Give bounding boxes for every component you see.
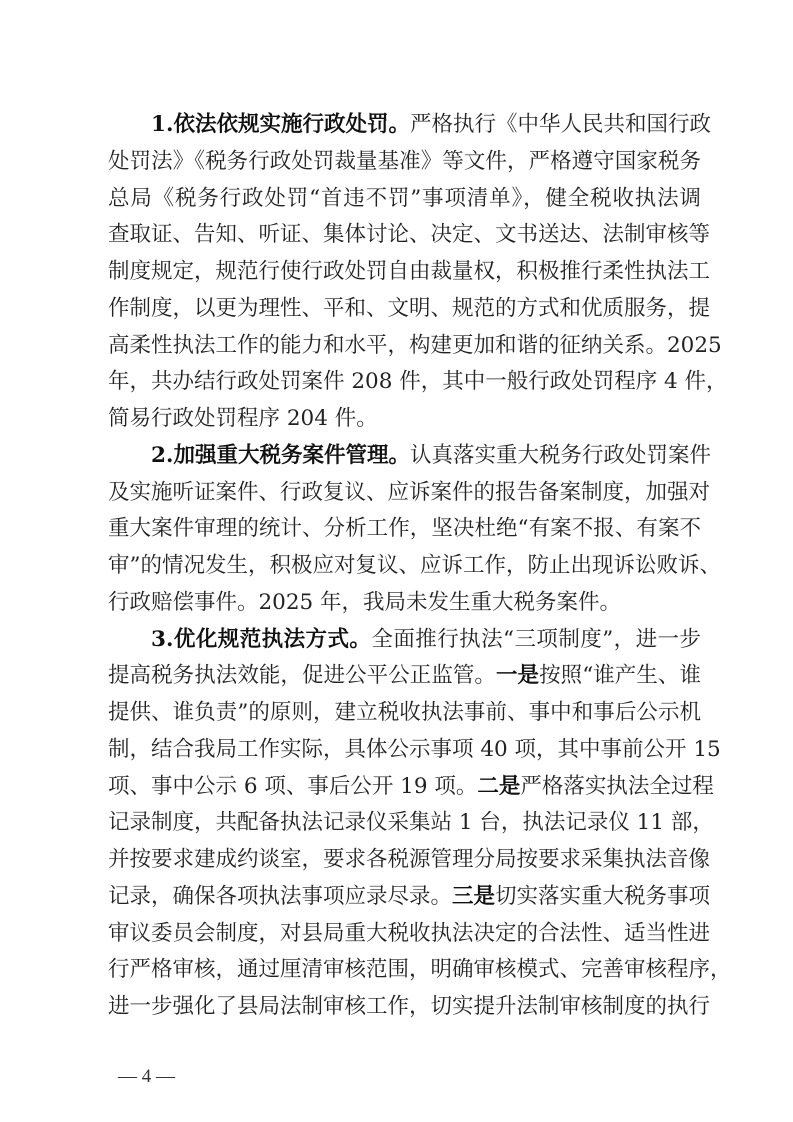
- text-line: [108, 989, 711, 1026]
- bold-heading-text: 2.加强重大税务案件管理。: [151, 442, 410, 468]
- bold-heading-text: 3.优化规范执法方式。: [151, 626, 372, 652]
- paragraph: [108, 622, 732, 1026]
- text-line: [108, 475, 711, 512]
- body-text: 全面推行执法“三项制度”，进一步: [371, 626, 701, 652]
- text-line: [108, 842, 711, 879]
- bold-heading-text: 1.依法依规实施行政处罚。: [151, 112, 410, 137]
- body-text: 处罚法》《税务行政处罚裁量基准》等文件，严格遵守国家税务: [108, 148, 701, 174]
- text-line: [108, 585, 701, 622]
- body-text: 审议委员会制度，对县局重大税收执法决定的合法性、适当性进: [108, 920, 711, 946]
- body-text: 作制度，以更为理性、平和、文明、规范的方式和优质服务，提: [108, 295, 711, 321]
- bold-heading-text: 一是: [495, 663, 540, 689]
- body-text: 按照“谁产生、谁: [539, 663, 701, 689]
- text-line: [108, 328, 722, 365]
- body-text: 查取证、告知、听证、集体讨论、决定、文书送达、法制审核等: [108, 222, 711, 248]
- body-text: 重大案件审理的统计、分析工作，坚决杜绝“有案不报、有案不: [108, 516, 701, 542]
- text-line: [108, 144, 701, 181]
- paragraph: [108, 438, 721, 622]
- bold-heading-text: 二是: [477, 773, 521, 799]
- text-line: [108, 217, 711, 254]
- body-text: 简易行政处罚程序 204 件。: [108, 406, 378, 431]
- text-line: [108, 952, 732, 989]
- text-line: [108, 438, 711, 475]
- text-line: [108, 622, 701, 659]
- text-line: [108, 291, 711, 328]
- text-line: [108, 364, 728, 401]
- body-text: 提高税务执法效能，促进公平公正监管。: [108, 663, 496, 689]
- body-text: 及实施听证案件、行政复议、应诉案件的报告备案制度，加强对: [108, 479, 711, 505]
- text-line: [108, 401, 701, 438]
- text-line: [108, 181, 701, 218]
- body-text: 行政赔偿事件。2025 年，我局未发生重大税务案件。: [108, 589, 622, 615]
- body-text: 总局《税务行政处罚“首违不罚”事项清单》，健全税收执法调: [108, 185, 701, 211]
- text-line: [108, 805, 714, 842]
- body-text: 认真落实重大税务行政处罚案件: [409, 442, 711, 468]
- body-text: 记录，确保各项执法事项应录尽录。: [108, 883, 453, 909]
- body-text: 行严格审核，通过厘清审核范围，明确审核模式、完善审核程序，: [108, 957, 732, 983]
- body-text: 年，共办结行政处罚案件 208 件，其中一般行政处罚程序 4 件，: [108, 369, 728, 395]
- body-text: 制，结合我局工作实际，具体公示事项 40 项，其中事前公开 15: [108, 736, 721, 762]
- body-text: 项、事中公示 6 项、事后公开 19 项。: [108, 773, 478, 799]
- body-text: 提供、谁负责”的原则，建立税收执法事前、事中和事后公示机: [108, 700, 701, 725]
- body-text: 进一步强化了县局法制审核工作，切实提升法制审核制度的执行: [108, 994, 711, 1019]
- document-body: [108, 107, 732, 1026]
- body-text: 严格执行《中华人民共和国行政: [409, 112, 711, 137]
- bold-heading-text: 三是: [452, 883, 496, 909]
- body-text: 严格落实执法全过程: [520, 773, 714, 799]
- body-text: 记录制度，共配备执法记录仪采集站 1 台，执法记录仪 11 部，: [108, 810, 714, 836]
- text-line: [108, 769, 714, 806]
- body-text: 制度规定，规范行使行政处罚自由裁量权，积极推行柔性执法工: [108, 259, 711, 284]
- text-line: [108, 107, 711, 144]
- body-text: 审”的情况发生，积极应对复议、应诉工作，防止出现诉讼败诉、: [108, 553, 721, 578]
- text-line: [108, 879, 711, 916]
- text-line: [108, 254, 711, 291]
- text-line: [108, 511, 701, 548]
- text-line: [108, 916, 711, 953]
- body-text: 并按要求建成约谈室，要求各税源管理分局按要求采集执法音像: [108, 847, 711, 872]
- body-text: 切实落实重大税务事项: [495, 883, 711, 909]
- text-line: [108, 695, 701, 732]
- text-line: [108, 548, 721, 585]
- text-line: [108, 732, 721, 769]
- paragraph: [108, 107, 728, 438]
- body-text: 高柔性执法工作的能力和水平，构建更加和谐的征纳关系。2025: [108, 332, 722, 358]
- text-line: [108, 658, 701, 695]
- page-number: — 4 —: [118, 1066, 175, 1087]
